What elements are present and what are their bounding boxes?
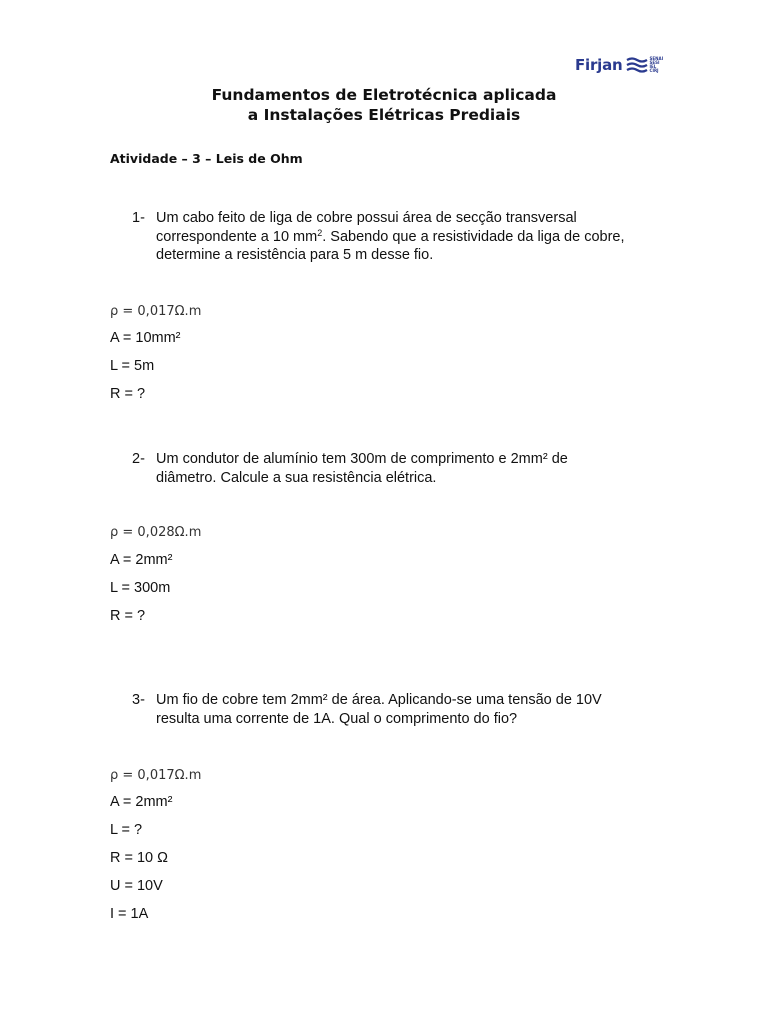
given-value: I = 1A (110, 906, 149, 922)
document-title-line-1: Fundamentos de Eletrotécnica aplicada (211, 86, 557, 104)
given-value: L = ? (110, 822, 143, 838)
given-value: R = ? (110, 386, 146, 402)
activity-heading: Atividade – 3 – Leis de Ohm (110, 151, 303, 166)
question-number: 2- (132, 451, 145, 467)
given-value: ρ = 0,017Ω.m (110, 304, 202, 319)
question-1 (132, 209, 696, 265)
given-value: A = 2mm² (110, 794, 173, 810)
given-value: A = 2mm² (110, 552, 173, 568)
document-title-line-2: a Instalações Elétricas Prediais (247, 106, 521, 124)
logo-sub-brands: SENAI SESI IEL CIRJ (649, 55, 664, 74)
question-text: Um cabo feito de liga de cobre possui área de secção transversal correspondente a 10 $mm^2$. Sabendo que a resistividade da liga de cobre, determine a resistência para 5 m desse fio. (156, 210, 625, 263)
firjan-logo (575, 53, 663, 77)
question-text: Um condutor de alumínio tem 300m de comprimento e 2mm² de diâmetro. Calcule a sua resistência elétrica. (156, 451, 568, 486)
logo-wordmark: Firjan (575, 56, 623, 74)
given-value: ρ = 0,017Ω.m (110, 768, 202, 783)
given-value: A = 10mm² (110, 330, 181, 346)
question-number: 1- (132, 210, 145, 226)
question-text: Um fio de cobre tem 2mm² de área. Aplicando-se uma tensão de 10V resulta uma corrente de 1A. Qual o comprimento do fio? (156, 692, 602, 727)
wave-lines-icon (626, 56, 648, 74)
given-value: L = 5m (110, 358, 155, 374)
question-3 (132, 691, 696, 728)
given-value: L = 300m (110, 580, 171, 596)
given-value: ρ = 0,028Ω.m (110, 525, 202, 540)
given-value: U = 10V (110, 878, 163, 894)
question-2 (132, 450, 696, 487)
given-value: R = ? (110, 608, 146, 624)
question-number: 3- (132, 692, 145, 708)
given-value: R = 10 Ω (110, 850, 168, 866)
